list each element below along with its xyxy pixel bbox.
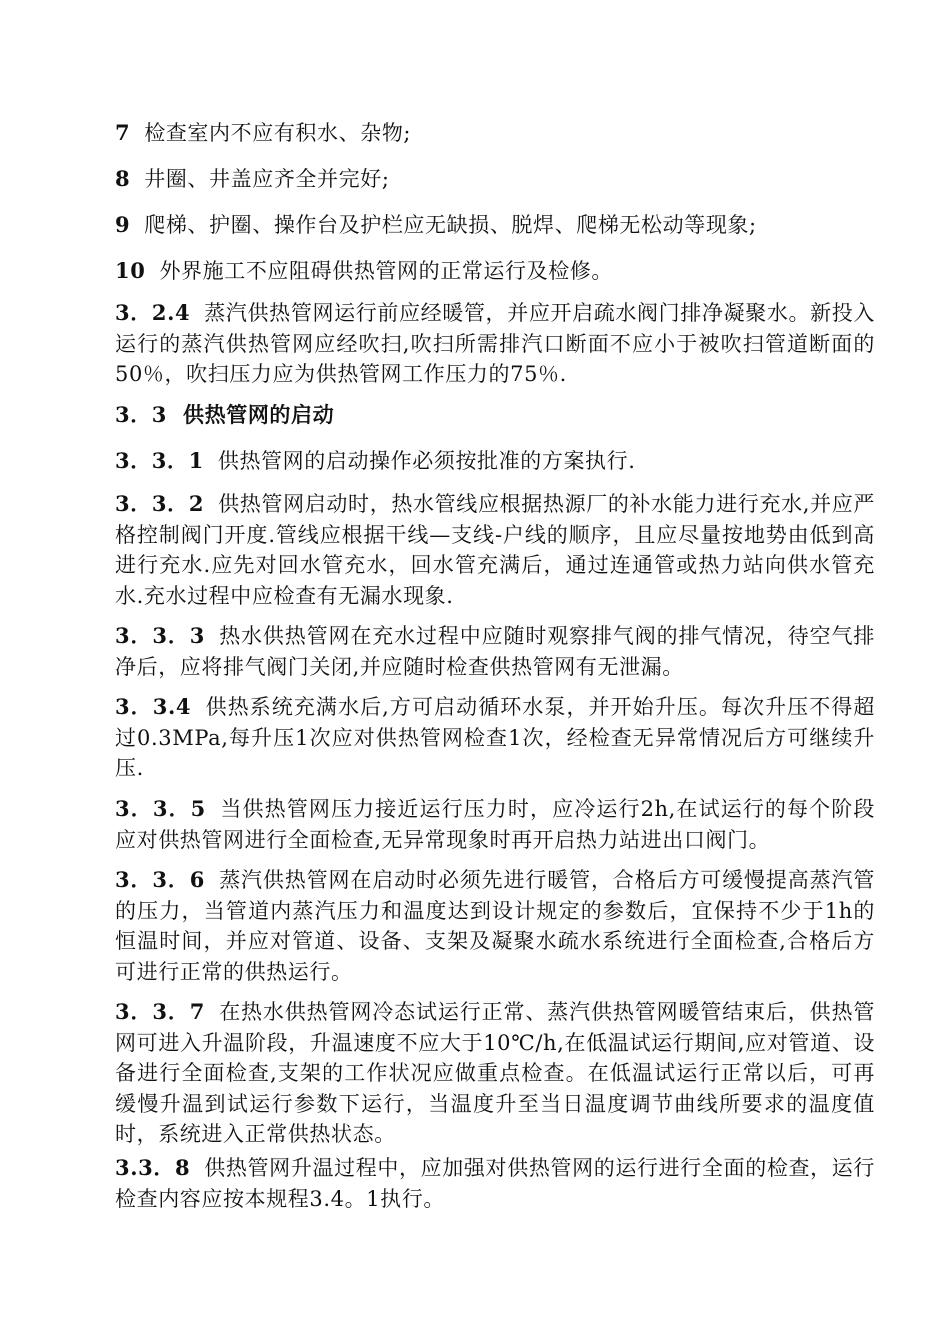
item-text: 爬梯、护圈、操作台及护栏应无缺损、脱焊、爬梯无松动等现象;: [144, 213, 757, 237]
clause-text: 供热管网启动时，热水管线应根据热源厂的补水能力进行充水,并应严格控制阀门开度.管线应根据干线—支线-户线的顺序，且应尽量按地势由低到高进行充水.应先对回水管充水，回水管充满后，通过连通管或热力站向供水管充水.充水过程中应检查有无漏水现象.: [115, 492, 875, 608]
item-number: 10: [115, 258, 146, 283]
clause-number: 3．3．2: [115, 491, 205, 516]
clause-number: 3．3．6: [115, 867, 205, 892]
clause-3-3-7: [115, 997, 875, 1150]
clause-number: 3．3．3: [115, 623, 205, 648]
clause-3-3-8: [115, 1153, 875, 1214]
clause-number: 3．3．5: [115, 796, 206, 821]
clause-number: 3．3.4: [115, 694, 192, 719]
section-number: 3．3: [115, 402, 168, 427]
list-item-7: [115, 118, 411, 149]
clause-number: 3．3．7: [115, 999, 205, 1024]
clause-text: 蒸汽供热管网在启动时必须先进行暖管，合格后方可缓慢提高蒸汽管的压力，当管道内蒸汽压力和温度达到设计规定的参数后，宜保持不少于1h的恒温时间，并应对管道、设备、支架及凝聚水疏水系统进行全面检查,合格后方可进行正常的供热运行。: [115, 868, 875, 984]
item-number: 8: [115, 166, 131, 191]
clause-number: 3．3．1: [115, 448, 204, 473]
clause-3-3-1: [115, 446, 875, 477]
clause-3-3-3: [115, 621, 875, 682]
clause-3-3-2: [115, 489, 875, 611]
section-heading-3-3: [115, 400, 334, 431]
item-number: 7: [115, 120, 131, 145]
clause-3-3-5: [115, 794, 875, 855]
section-title: 供热管网的启动: [183, 402, 335, 427]
clause-number: 3．2.4: [115, 300, 191, 325]
clause-text: 在热水供热管网冷态试运行正常、蒸汽供热管网暖管结束后，供热管网可进入升温阶段，升温速度不应大于10℃/h,在低温试运行期间,应对管道、设备进行全面检查,支架的工作状况应做重点检查。在低温试运行正常以后，可再缓慢升温到试运行参数下运行，当温度升至当日温度调节曲线所要求的温度值时，系统进入正常供热状态。: [115, 1000, 875, 1146]
clause-3-3-4: [115, 692, 875, 784]
clause-text: 蒸汽供热管网运行前应经暖管，并应开启疏水阀门排净凝聚水。新投入运行的蒸汽供热管网应经吹扫,吹扫所需排汽口断面不应小于被吹扫管道断面的50％，吹扫压力应为供热管网工作压力的75％.: [115, 301, 875, 386]
item-number: 9: [115, 212, 131, 237]
clause-3-2-4: [115, 298, 875, 390]
clause-number: 3.3．8: [115, 1155, 191, 1180]
clause-text: 热水供热管网在充水过程中应随时观察排气阀的排气情况，待空气排净后，应将排气阀门关闭,并应随时检查供热管网有无泄漏。: [115, 624, 875, 679]
clause-text: 供热管网升温过程中，应加强对供热管网的运行进行全面的检查，运行检查内容应按本规程3.4。1执行。: [115, 1156, 875, 1211]
list-item-8: [115, 164, 390, 195]
clause-text: 供热管网的启动操作必须按批准的方案执行.: [217, 449, 636, 473]
item-text: 井圈、井盖应齐全并完好;: [144, 167, 390, 191]
clause-text: 供热系统充满水后,方可启动循环水泵，并开始升压。每次升压不得超过0.3MPa,每升压1次应对供热管网检查1次，经检查无异常情况后方可继续升压.: [115, 695, 875, 780]
item-text: 检查室内不应有积水、杂物;: [144, 121, 412, 145]
list-item-10: [115, 256, 613, 287]
clause-3-3-6: [115, 865, 875, 987]
item-text: 外界施工不应阻碍供热管网的正常运行及检修。: [159, 259, 614, 283]
clause-text: 当供热管网压力接近运行压力时，应冷运行2h,在试运行的每个阶段应对供热管网进行全面检查,无异常现象时再开启热力站进出口阀门。: [115, 797, 875, 852]
list-item-9: [115, 210, 757, 241]
